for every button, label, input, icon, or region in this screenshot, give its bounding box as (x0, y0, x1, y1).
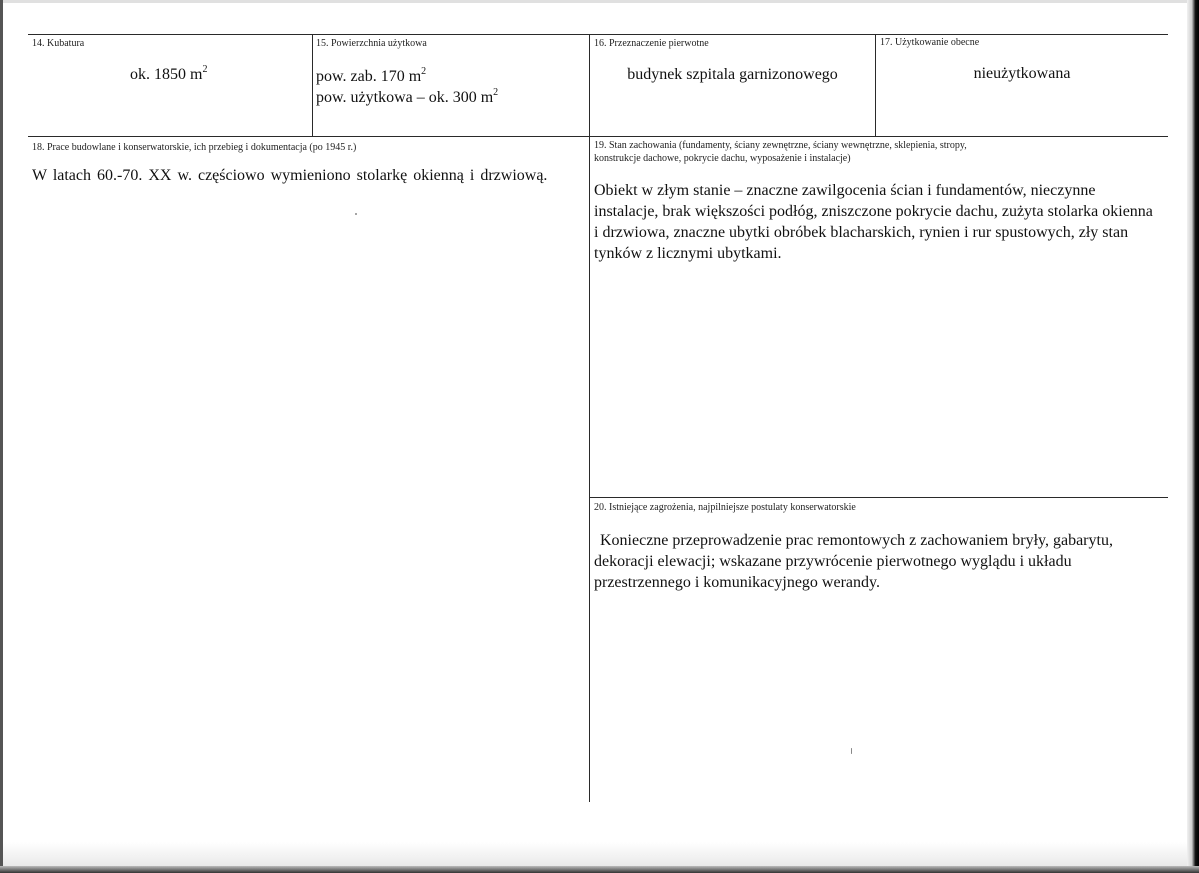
rule-row1-bottom (28, 136, 1168, 137)
field-14-label: 14. Kubatura (32, 38, 85, 49)
scan-speck (355, 213, 357, 215)
scan-edge-left (0, 0, 3, 873)
field-16-label: 16. Przeznaczenie pierwotne (594, 38, 709, 49)
field-18-value: W latach 60.-70. XX w. częściowo wymieniono stolarkę okienną i drzwiową. (32, 167, 548, 184)
field-20-value: Konieczne przeprowadzenie prac remontowych z zachowaniem bryły, gabarytu, dekoracji elewacji; wskazane przywrócenie pierwotnego wyglądu i układu przestrzennego i komunikacyjnego werandy. (594, 532, 1113, 591)
field-17-label: 17. Użytkowanie obecne (880, 37, 980, 48)
field-19-label-line1: 19. Stan zachowania (fundamenty, ściany zewnętrzne, ściany wewnętrzne, sklepienia, stropy, (594, 140, 967, 151)
field-19-label-line2: konstrukcje dachowe, pokrycie dachu, wyposażenie i instalacje) (594, 153, 851, 164)
field-14-value-text: ok. 1850 m (130, 66, 203, 83)
rule-center (589, 34, 590, 802)
field-15-label: 15. Powierzchnia użytkowa (316, 38, 427, 49)
scan-edge-top (0, 0, 1199, 3)
rule-top (28, 34, 1168, 35)
field-14-value (130, 64, 207, 85)
field-17-value: nieużytkowana (973, 65, 1071, 82)
field-20-label: 20. Istniejące zagrożenia, najpilniejsze postulaty konserwatorskie (594, 502, 856, 513)
field-15-line1 (316, 66, 426, 87)
field-15-line2 (316, 87, 498, 108)
field-19-value: Obiekt w złym stanie – znaczne zawilgocenia ścian i fundamentów, nieczynne instalacje, brak większości podłóg, zniszczone pokrycie dachu, zużyta stolarka okienna i drzwiowa, znaczne ubytki obróbek blacharskich, rynien i rur spustowych, zły stan tynków z licznymi ubytkami. (594, 182, 1153, 262)
field-16-value: budynek szpitala garnizonowego (627, 66, 838, 83)
field-15-line2-sup: 2 (493, 87, 499, 98)
rule-col1 (312, 34, 313, 137)
scan-edge-right (1187, 0, 1199, 873)
field-15-line1-sup: 2 (421, 66, 427, 77)
field-15-line1-text: pow. zab. 170 m (316, 68, 422, 85)
scan-speck (851, 748, 852, 754)
field-15-line2-text: pow. użytkowa – ok. 300 m (316, 89, 494, 106)
scan-shadow (3, 842, 1187, 866)
field-18-label: 18. Prace budowlane i konserwatorskie, ich przebieg i dokumentacja (po 1945 r.) (32, 142, 357, 153)
scan-edge-bottom (0, 866, 1199, 873)
field-14-value-sup: 2 (202, 64, 208, 75)
rule-col3 (875, 34, 876, 137)
rule-field20-top (590, 497, 1168, 498)
